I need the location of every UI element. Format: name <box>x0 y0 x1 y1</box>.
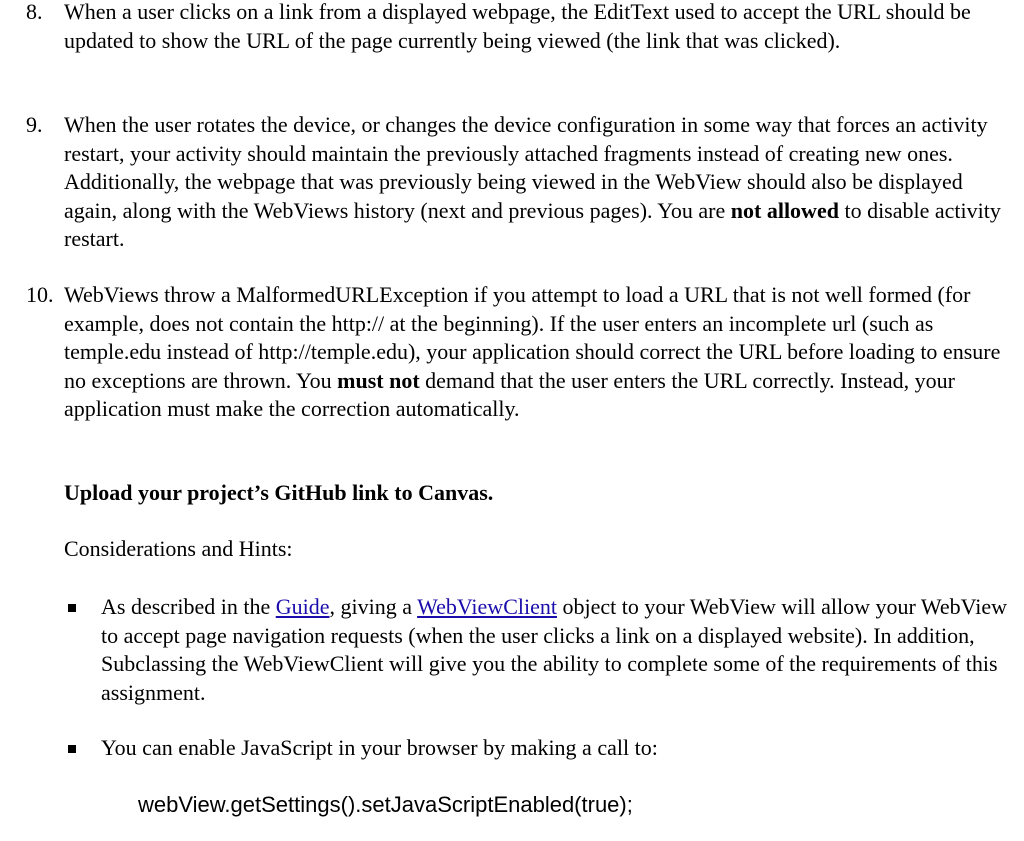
webviewclient-link[interactable]: WebViewClient <box>417 594 557 619</box>
item-number: 10. <box>26 282 54 307</box>
considerations-heading: Considerations and Hints: <box>64 536 293 561</box>
bullet-square-icon <box>68 604 76 612</box>
bullet-text: You can enable JavaScript in your browser by making a call to: <box>101 735 658 760</box>
item-text <box>64 281 1011 424</box>
bullet-text <box>101 593 1008 707</box>
bullet-item-javascript <box>68 734 1008 763</box>
upload-heading: Upload your project’s GitHub link to Canvas. <box>64 480 494 505</box>
item-text-bold: must not <box>337 367 420 393</box>
item-text-bold: not allowed <box>730 197 839 223</box>
bullet-text-part: , giving a <box>329 594 418 619</box>
code-snippet: webView.getSettings().setJavaScriptEnabled(true); <box>138 792 633 817</box>
guide-link[interactable]: Guide <box>275 594 330 619</box>
item-text-after: to disable activity restart. <box>64 197 1001 251</box>
item-number: 9. <box>26 112 43 137</box>
list-item-9 <box>26 111 1011 254</box>
bullet-item-webviewclient <box>68 593 1008 707</box>
bullet-text-part: As described in the <box>101 594 276 619</box>
item-text-before: When the user rotates the device, or changes the device configuration in some way that forces an activity restart, your activity should maintain the previously attached fragments instead of creating new ones. Additionally, the webpage that was previously being viewed in the WebView should also be displayed again, along with the WebViews history (next and previous pages). You are <box>64 112 988 223</box>
item-number: 8. <box>26 0 43 24</box>
list-item-10 <box>26 281 1011 424</box>
item-text-after: demand that the user enters the URL correctly. Instead, your application must make the correction automatically. <box>64 367 956 421</box>
item-text-before: WebViews throw a MalformedURLException if you attempt to load a URL that is not well formed (for example, does not contain the http:// at the beginning). If the user enters an incomplete url (such as temple.edu instead of http://temple.edu), your application should correct the URL before loading to ensure no exceptions are thrown. You <box>64 282 1001 393</box>
item-text <box>64 111 1011 254</box>
list-item-8 <box>26 0 1011 55</box>
bullet-square-icon <box>68 745 76 753</box>
item-text: When a user clicks on a link from a displayed webpage, the EditText used to accept the URL should be updated to show the URL of the page currently being viewed (the link that was clicked). <box>64 0 971 53</box>
bullet-text-part: object to your WebView will allow your WebView to accept page navigation requests (when the user clicks a link on a displayed website). In addition, Subclassing the WebViewClient will give you the ability to complete some of the requirements of this assignment. <box>101 594 1007 705</box>
